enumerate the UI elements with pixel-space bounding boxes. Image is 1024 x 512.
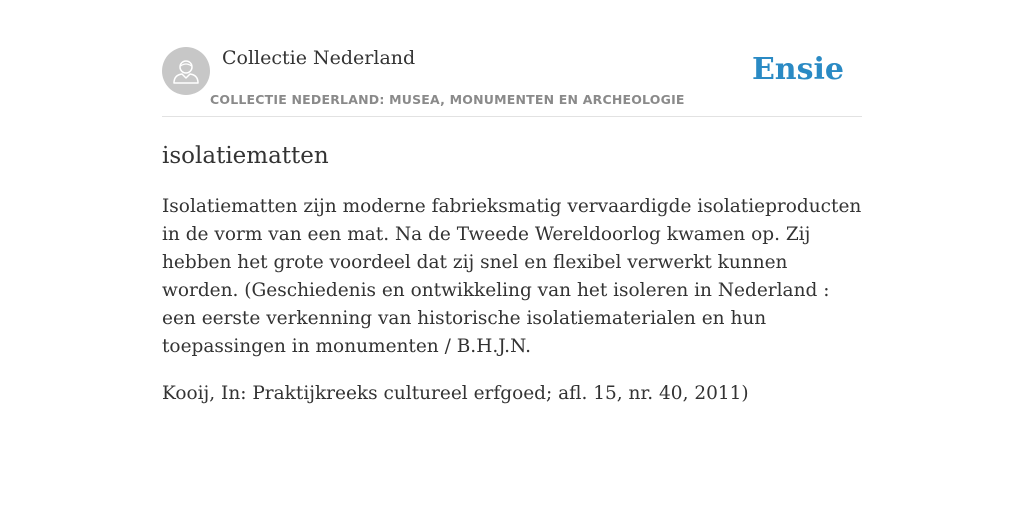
definition-card [162,46,862,408]
page-title: isolatiematten [162,143,329,169]
card-header [162,46,862,117]
user-placeholder-icon [162,47,210,95]
ensie-logo[interactable]: Ensie [751,52,844,87]
avatar[interactable] [162,47,210,95]
source-citation-paragraph: Kooij, In: Praktijkreeks cultureel erfgoed; afl. 15, nr. 40, 2011) [162,383,749,404]
source-label[interactable]: COLLECTIE NEDERLAND: MUSEA, MONUMENTEN EN ARCHEOLOGIE [210,92,685,107]
author-name[interactable]: Collectie Nederland [222,47,416,69]
definition-paragraph: Isolatiematten zijn moderne fabrieksmatig vervaardigde isolatieproducten in de vorm van een mat. Na de Tweede Wereldoorlog kwamen op. Zij hebben het grote voordeel dat zij snel en flexibel verwerkt kunnen worden. (Geschiedenis en ontwikkeling van het isoleren in Nederland : een eerste verkenning van historische isolatiematerialen en hun toepassingen in monumenten / B.H.J.N. [162,196,862,357]
